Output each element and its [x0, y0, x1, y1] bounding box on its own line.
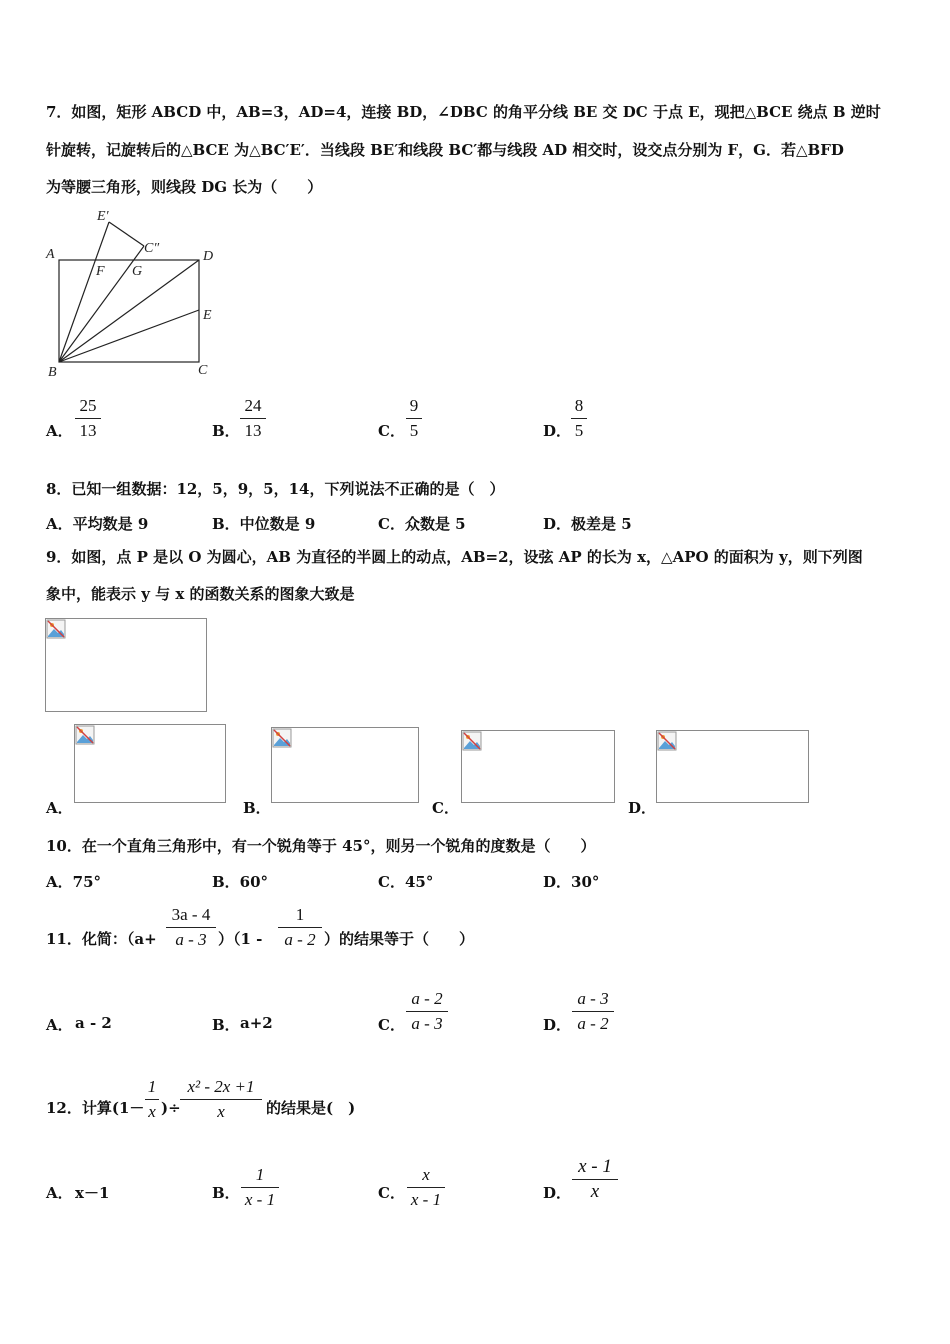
q9-option-d-image[interactable] — [656, 730, 809, 803]
label-c: C — [198, 363, 208, 378]
q11-stem-prefix: 11．化简：（a+ — [46, 930, 157, 948]
q11-option-a-text: a - 2 — [75, 1014, 112, 1032]
q12-option-d-label[interactable]: D． — [543, 1184, 572, 1202]
q7-option-a-fraction: 25 13 — [75, 395, 101, 442]
q11-stem-suffix: ）的结果等于（ ） — [324, 930, 475, 948]
q12-option-c-label[interactable]: C． — [378, 1184, 405, 1202]
q11-option-c-label[interactable]: C． — [378, 1016, 405, 1034]
segment-be1 — [59, 222, 109, 362]
q9-option-b-label[interactable]: B． — [243, 799, 271, 817]
q10-option-c[interactable]: C．45° — [378, 873, 434, 891]
q7-option-d-label[interactable]: D． — [543, 422, 572, 440]
q11-option-b-text: a+2 — [240, 1014, 273, 1032]
q11-option-d-fraction: a - 3 a - 2 — [572, 988, 614, 1035]
q8-option-d[interactable]: D．极差是 5 — [543, 515, 632, 533]
q8-stem: 8．已知一组数据：12，5，9，5，14，下列说法不正确的是（ ） — [46, 480, 505, 498]
q11-fraction-2: 1 a - 2 — [278, 904, 322, 951]
q10-option-a[interactable]: A．75° — [46, 873, 102, 891]
q9-option-c-label[interactable]: C． — [432, 799, 459, 817]
q12-option-d-fraction: x - 1 x — [572, 1156, 618, 1203]
q12-fraction-1: 1 x — [145, 1076, 159, 1123]
q10-option-d[interactable]: D．30° — [543, 873, 600, 891]
q10-stem: 10．在一个直角三角形中，有一个锐角等于 45°，则另一个锐角的度数是（ ） — [46, 837, 596, 855]
bisector-be — [59, 310, 199, 362]
q11-fraction-1: 3a - 4 a - 3 — [166, 904, 216, 951]
q7-option-b-fraction: 24 13 — [240, 395, 266, 442]
label-g: G — [132, 264, 143, 279]
label-d: D — [203, 249, 214, 264]
q9-option-b-image[interactable] — [271, 727, 419, 803]
q11-option-d-label[interactable]: D． — [543, 1016, 572, 1034]
q11-option-b-label[interactable]: B． — [212, 1016, 240, 1034]
q9-option-c-image[interactable] — [461, 730, 615, 803]
q12-option-a-text: x－1 — [75, 1184, 110, 1202]
q9-option-a-label[interactable]: A． — [46, 799, 73, 817]
broken-image-icon — [46, 619, 66, 639]
label-a: A — [46, 247, 55, 262]
q9-option-a-image[interactable] — [74, 724, 226, 803]
broken-image-icon — [462, 731, 482, 751]
q7-option-c-fraction: 9 5 — [406, 395, 422, 442]
q7-stem-line2: 针旋转，记旋转后的△BCE 为△BC′E′．当线段 BE′和线段 BC′都与线段 AD 相交时，设交点分别为 F，G．若△BFD — [46, 141, 844, 159]
label-c-prime: C″ — [144, 241, 160, 256]
diagonal-bd — [59, 260, 199, 362]
q7-figure — [40, 202, 230, 382]
q7-stem-line3: 为等腰三角形，则线段 DG 长为（ ） — [46, 178, 323, 196]
q12-stem-middle: )÷ — [161, 1099, 181, 1117]
q9-stem-line1: 9．如图，点 P 是以 O 为圆心，AB 为直径的半圆上的动点，AB=2，设弦 AP 的长为 x，△APO 的面积为 y，则下列图 — [46, 548, 863, 566]
q11-option-c-fraction: a - 2 a - 3 — [406, 988, 448, 1035]
label-f: F — [96, 264, 105, 279]
q7-option-a-label[interactable]: A． — [46, 422, 73, 440]
q9-option-d-label[interactable]: D． — [628, 799, 657, 817]
q9-stem-line2: 象中，能表示 y 与 x 的函数关系的图象大致是 — [46, 585, 355, 603]
q8-option-b[interactable]: B．中位数是 9 — [212, 515, 316, 533]
q12-option-b-label[interactable]: B． — [212, 1184, 240, 1202]
q12-stem-prefix: 12．计算(1－ — [46, 1099, 145, 1117]
q9-figure-image — [45, 618, 207, 712]
q8-option-c[interactable]: C．众数是 5 — [378, 515, 466, 533]
broken-image-icon — [75, 725, 95, 745]
q12-option-a-label[interactable]: A． — [46, 1184, 73, 1202]
q7-stem-line1: 7．如图，矩形 ABCD 中，AB=3，AD=4，连接 BD，∠DBC 的角平分线 BE 交 DC 于点 E，现把△BCE 绕点 B 逆时 — [46, 103, 881, 121]
q10-option-b[interactable]: B．60° — [212, 873, 269, 891]
q7-option-c-label[interactable]: C． — [378, 422, 405, 440]
q7-option-d-fraction: 8 5 — [571, 395, 587, 442]
q7-option-b-label[interactable]: B． — [212, 422, 240, 440]
q11-stem-middle: ）（1 - — [218, 930, 263, 948]
label-e: E — [203, 308, 212, 323]
q8-option-a[interactable]: A．平均数是 9 — [46, 515, 149, 533]
broken-image-icon — [657, 731, 677, 751]
label-b: B — [48, 365, 57, 380]
broken-image-icon — [272, 728, 292, 748]
label-e-prime: E′ — [97, 209, 109, 224]
segment-e1c1 — [109, 222, 144, 246]
q12-option-c-fraction: x x - 1 — [407, 1164, 445, 1211]
q12-stem-suffix: 的结果是( ) — [266, 1099, 356, 1117]
q12-fraction-2: x² - 2x +1 x — [180, 1076, 262, 1123]
q12-option-b-fraction: 1 x - 1 — [241, 1164, 279, 1211]
q11-option-a-label[interactable]: A． — [46, 1016, 73, 1034]
